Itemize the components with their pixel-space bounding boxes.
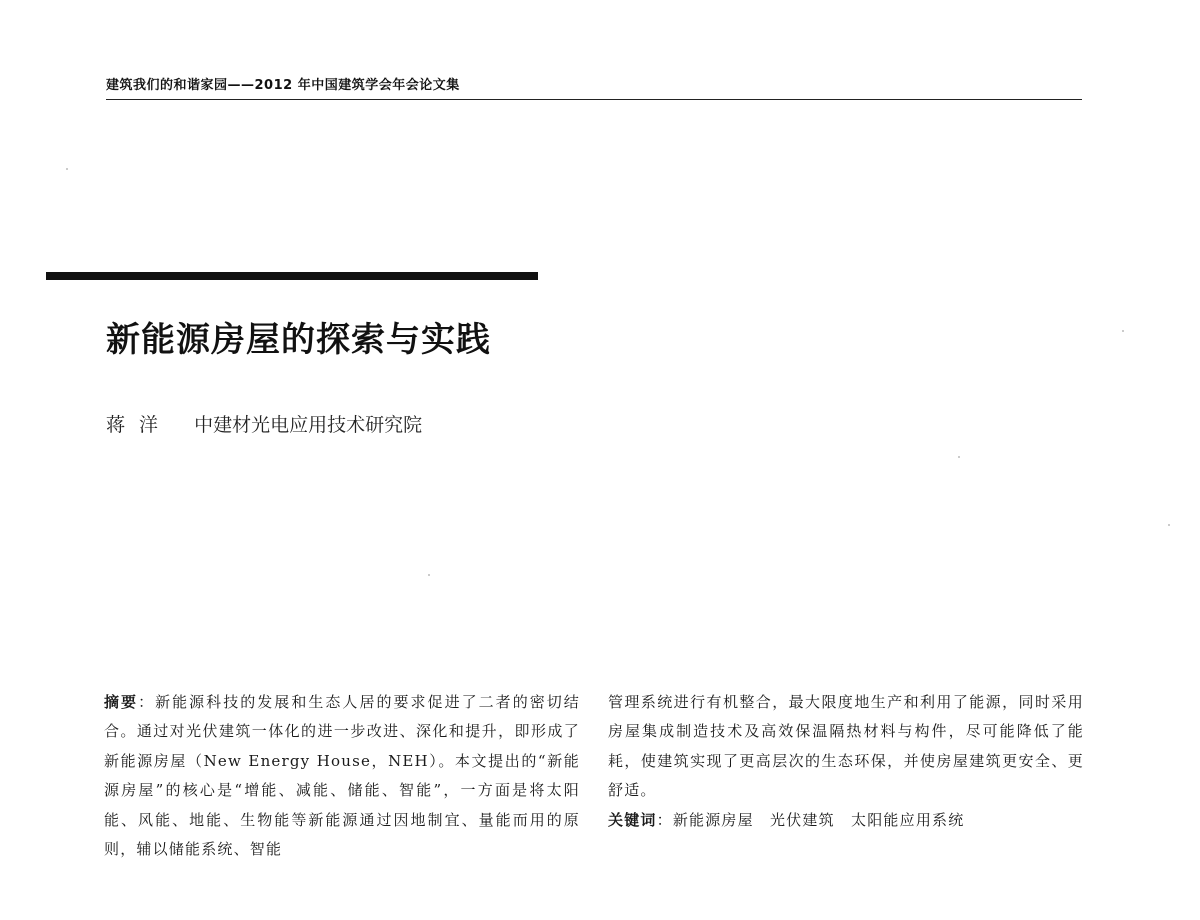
- abstract-label: 摘要: [104, 693, 139, 711]
- scan-speck: [66, 168, 68, 170]
- abstract-text-left: 新能源科技的发展和生态人居的要求促进了二者的密切结合。通过对光伏建筑一体化的进一步改进、深化和提升，即形成了新能源房屋（New Energy House，NEH）。本文提出的“新能源房屋”的核心是“增能、减能、储能、智能”，一方面是将太阳能、风能、地能、生物能等新能源通过因地制宜、量能而用的原则，辅以储能系统、智能: [104, 693, 580, 859]
- title-bar: [46, 272, 538, 280]
- abstract-separator: ：: [138, 693, 156, 711]
- abstract-right-column: [608, 688, 1084, 835]
- paper-title: 新能源房屋的探索与实践: [106, 320, 491, 360]
- keywords-separator: ：: [656, 810, 673, 829]
- keywords-paragraph: [608, 806, 1084, 835]
- abstract-paragraph: [104, 688, 580, 864]
- abstract-continuation: 管理系统进行有机整合，最大限度地生产和利用了能源，同时采用房屋集成制造技术及高效保温隔热材料与构件，尽可能降低了能耗，使建筑实现了更高层次的生态环保，并使房屋建筑更安全、更舒适。: [608, 693, 1084, 800]
- abstract-left-column: [104, 688, 580, 864]
- scan-speck: [1122, 330, 1124, 332]
- header-rule: [106, 99, 1082, 100]
- byline: [106, 410, 422, 437]
- scan-speck: [1168, 524, 1170, 526]
- scan-speck: [428, 574, 430, 576]
- author-name: 蒋洋: [106, 414, 173, 436]
- keywords-label: 关键词: [608, 810, 657, 829]
- affiliation: 中建材光电应用技术研究院: [194, 414, 423, 436]
- keywords-text: 新能源房屋 光伏建筑 太阳能应用系统: [672, 810, 965, 829]
- scan-speck: [958, 456, 960, 458]
- running-header: 建筑我们的和谐家园——2012 年中国建筑学会年会论文集: [106, 78, 460, 93]
